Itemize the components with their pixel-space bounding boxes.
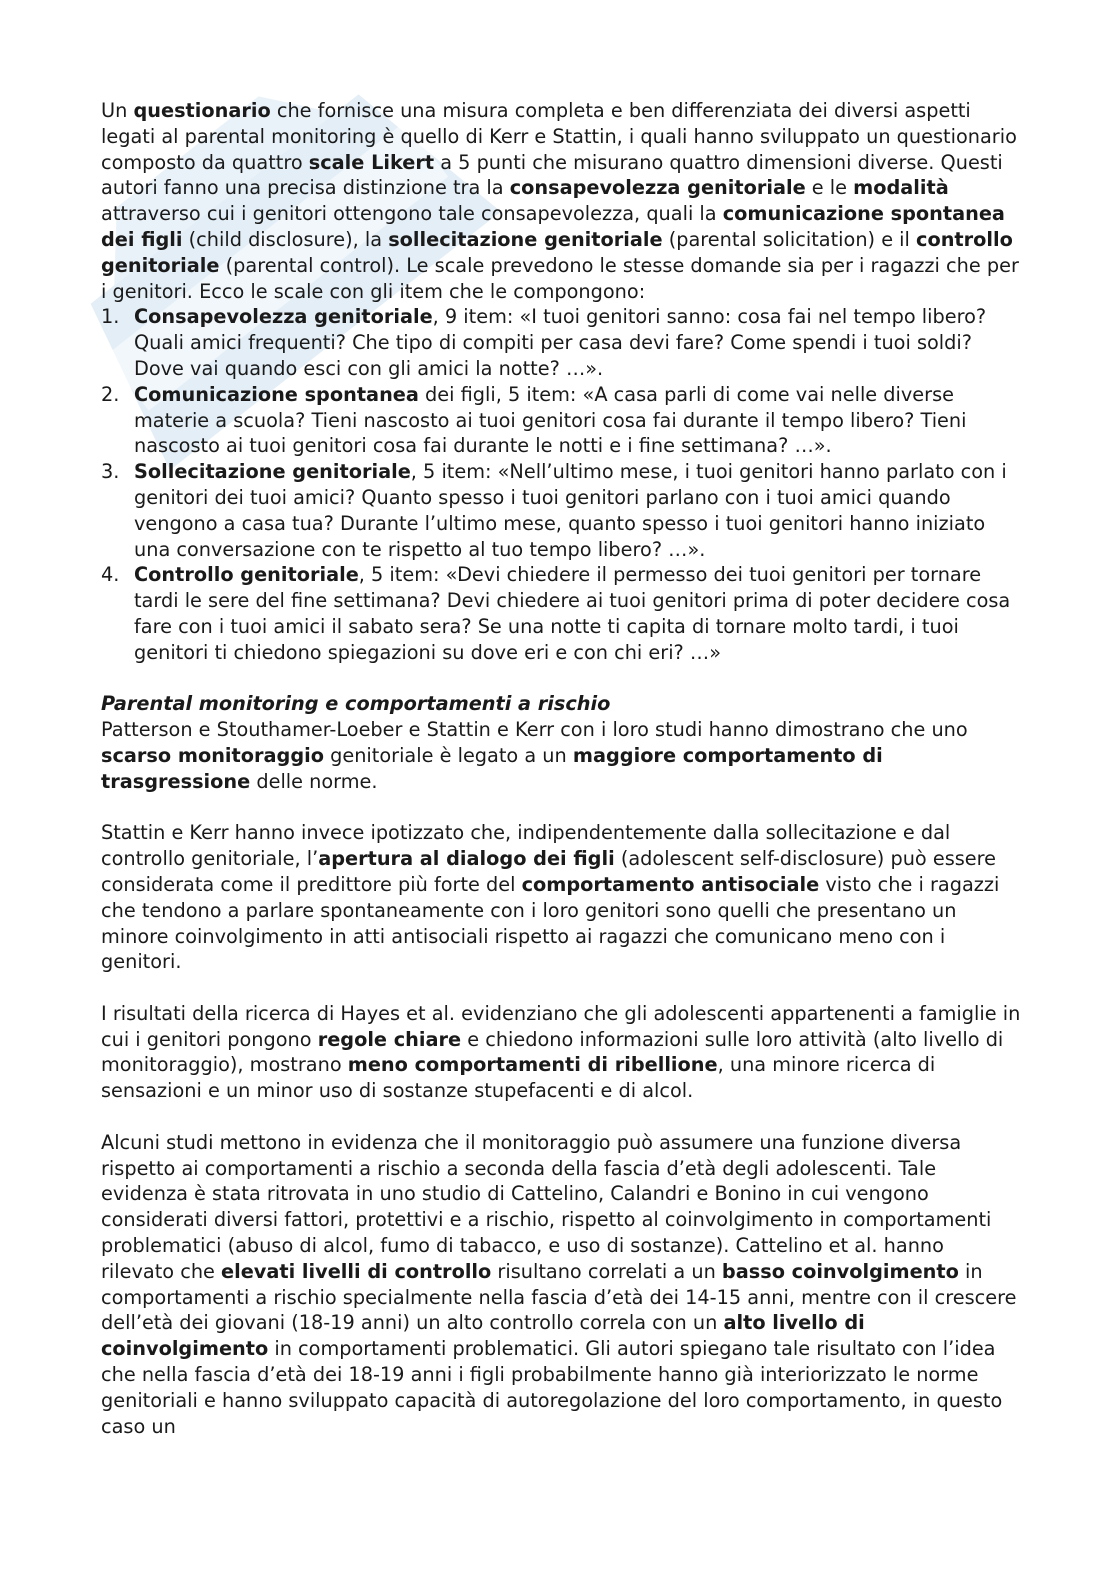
bold-term: Controllo genitoriale <box>134 563 359 587</box>
bold-term: elevati livelli di controllo <box>221 1259 492 1283</box>
bold-term: maggiore comportamento di trasgressione <box>101 743 883 793</box>
spacer <box>101 1104 1021 1130</box>
bold-term: apertura al dialogo dei figli <box>318 847 615 871</box>
list-item <box>101 382 1021 459</box>
bold-term: controllo genitoriale <box>101 227 1013 277</box>
text-run: Patterson e Stouthamer-Loeber e Stattin e Kerr con i loro studi hanno dimostrano che uno <box>101 718 968 742</box>
list-item-text <box>134 305 986 380</box>
bold-term: scale Likert <box>308 150 435 174</box>
spacer <box>101 975 1021 1001</box>
spacer <box>101 666 1021 692</box>
text-run: a 5 punti che misurano quattro dimensioni diverse. Questi autori fanno una precisa distinzione tra la <box>101 150 1003 200</box>
text-run: genitoriale è legato a un <box>323 743 573 767</box>
text-run: visto che i ragazzi che tendono a parlare spontaneamente con i loro genitori sono quelli che presentano un minore coinvolgimento in atti antisociali rispetto ai ragazzi che comunicano meno con i genitori. <box>101 872 1000 974</box>
text-run: dei figli, 5 item: «A casa parli di come vai nelle diverse materie a scuola? Tieni nascosto ai tuoi genitori cosa fai durante il tempo libero? Tieni nascosto ai tuoi genitori cosa fai durante le notti e i fine settimana? …». <box>134 382 967 458</box>
bold-term: Comunicazione spontanea <box>134 382 419 406</box>
bold-term: meno comportamenti di ribellione <box>347 1053 718 1077</box>
list-item-text <box>134 460 1007 560</box>
scales-list <box>101 304 1021 665</box>
spacer <box>101 795 1021 821</box>
text-run: Alcuni studi mettono in evidenza che il monitoraggio può assumere una funzione diversa rispetto ai comportamenti a rischio a seconda della fascia d’età degli adolescenti. Tale evidenza è stata ritrovata in uno studio di Cattelino, Calandri e Bonino in cui vengono considerati diversi fattori, protettivi e a rischio, rispetto al coinvolgimento in comportamenti problematici (abuso di alcol, fumo di tabacco, e uso di sostanze). Cattelino et al. hanno rilevato che <box>101 1130 992 1283</box>
bold-term: questionario <box>133 99 271 122</box>
text-run: risultano correlati a un <box>491 1259 722 1283</box>
text-run: (adolescent self-disclosure) può essere considerata come il predittore più forte del <box>101 847 997 896</box>
paragraph-hayes <box>101 1001 1021 1104</box>
bold-term: Consapevolezza genitoriale <box>134 305 433 329</box>
bold-term: regole chiare <box>317 1027 462 1051</box>
list-item <box>101 562 1021 665</box>
text-run: , 5 item: «Nell’ultimo mese, i tuoi genitori hanno parlato con i genitori dei tuoi amici? Quanto spesso i tuoi genitori parlano con i tuoi amici quando vengono a casa tua? Durante l’ultimo mese, quanto spesso i tuoi genitori hanno iniziato una conversazione con te rispetto al tuo tempo libero? …». <box>134 460 1007 561</box>
list-number: 4. <box>101 563 120 587</box>
bold-term: sollecitazione genitoriale <box>388 227 663 251</box>
text-run: (parental solicitation) e il <box>662 227 917 251</box>
list-item <box>101 459 1021 562</box>
text-run: (child disclosure), la <box>182 227 389 251</box>
text-run: in comportamenti a rischio specialmente nella fascia d’età dei 14-15 anni, mentre con il crescere dell’età dei giovani (18-19 anni) un alto controllo correla con un <box>101 1259 1017 1335</box>
section-heading: Parental monitoring e comportamenti a rischio <box>101 692 611 716</box>
text-run: I risultati della ricerca di Hayes et al. evidenziano che gli adolescenti appartenenti a famiglie in cui i genitori pongono <box>101 1001 1021 1051</box>
text-run: , 5 item: «Devi chiedere il permesso dei tuoi genitori per tornare tardi le sere del fine settimana? Devi chiedere ai tuoi genitori prima di poter decidere cosa fare con i tuoi amici il sabato sera? Se una notte ti capita di tornare molto tardi, i tuoi genitori ti chiedono spiegazioni su dove eri e con chi eri? …» <box>134 563 1011 664</box>
list-number: 3. <box>101 460 120 484</box>
text-run: Stattin e Kerr hanno invece ipotizzato che, indipendentemente dalla sollecitazione e dal controllo genitoriale, l’ <box>101 821 951 871</box>
text-run: delle norme. <box>250 769 378 793</box>
bold-term: alto livello di coinvolgimento <box>101 1311 865 1361</box>
text-run: , 9 item: «I tuoi genitori sanno: cosa fai nel tempo libero? Quali amici frequenti? Che tipo di compiti per casa devi fare? Come spendi i tuoi soldi? Dove vai quando esci con gli amici la notte? …». <box>134 305 987 380</box>
text-run: in comportamenti problematici. Gli autori spiegano tale risultato con l’idea che nella fascia d’età dei 18-19 anni i figli probabilmente hanno già interiorizzato le norme genitoriali e hanno sviluppato capacità di autoregolazione del loro comportamento, in questo caso un <box>101 1337 1003 1438</box>
bold-term: comunicazione spontanea dei figli <box>101 202 1005 251</box>
bold-term: consapevolezza genitoriale <box>509 176 806 200</box>
document-page <box>101 98 1021 1439</box>
text-run: (parental control). Le scale prevedono le stesse domande sia per i ragazzi che per i genitori. Ecco le scale con gli item che le compongono: <box>101 253 1019 303</box>
list-item <box>101 304 1021 381</box>
list-item-text <box>134 383 967 458</box>
text-run: e le <box>805 176 854 200</box>
paragraph-cattelino <box>101 1130 1021 1440</box>
paragraph-monitoring-trasgressione <box>101 717 1021 794</box>
bold-term: comportamento antisociale <box>521 872 820 896</box>
text-run: che fornisce una misura completa e ben differenziata dei diversi aspetti legati al parental monitoring è quello di Kerr e Stattin, i quali hanno sviluppato un questionario composto da quattro <box>101 99 1017 174</box>
text-run: e chiedono informazioni sulle loro attività (alto livello di monitoraggio), mostrano <box>101 1027 1004 1077</box>
paragraph-self-disclosure <box>101 820 1021 975</box>
text-run: Un <box>101 99 134 122</box>
bold-term: scarso monitoraggio <box>101 743 324 767</box>
list-number: 2. <box>101 382 120 406</box>
bold-term: basso coinvolgimento <box>721 1259 959 1283</box>
bold-term: modalità <box>853 176 949 200</box>
intro-paragraph <box>101 98 1021 304</box>
bold-term: Sollecitazione genitoriale <box>134 460 411 484</box>
text-run: , una minore ricerca di sensazioni e un minor uso di sostanze stupefacenti e di alcol. <box>101 1053 936 1103</box>
list-item-text <box>134 563 1010 663</box>
text-run: attraverso cui i genitori ottengono tale consapevolezza, quali la <box>101 202 723 226</box>
list-number: 1. <box>101 305 120 329</box>
